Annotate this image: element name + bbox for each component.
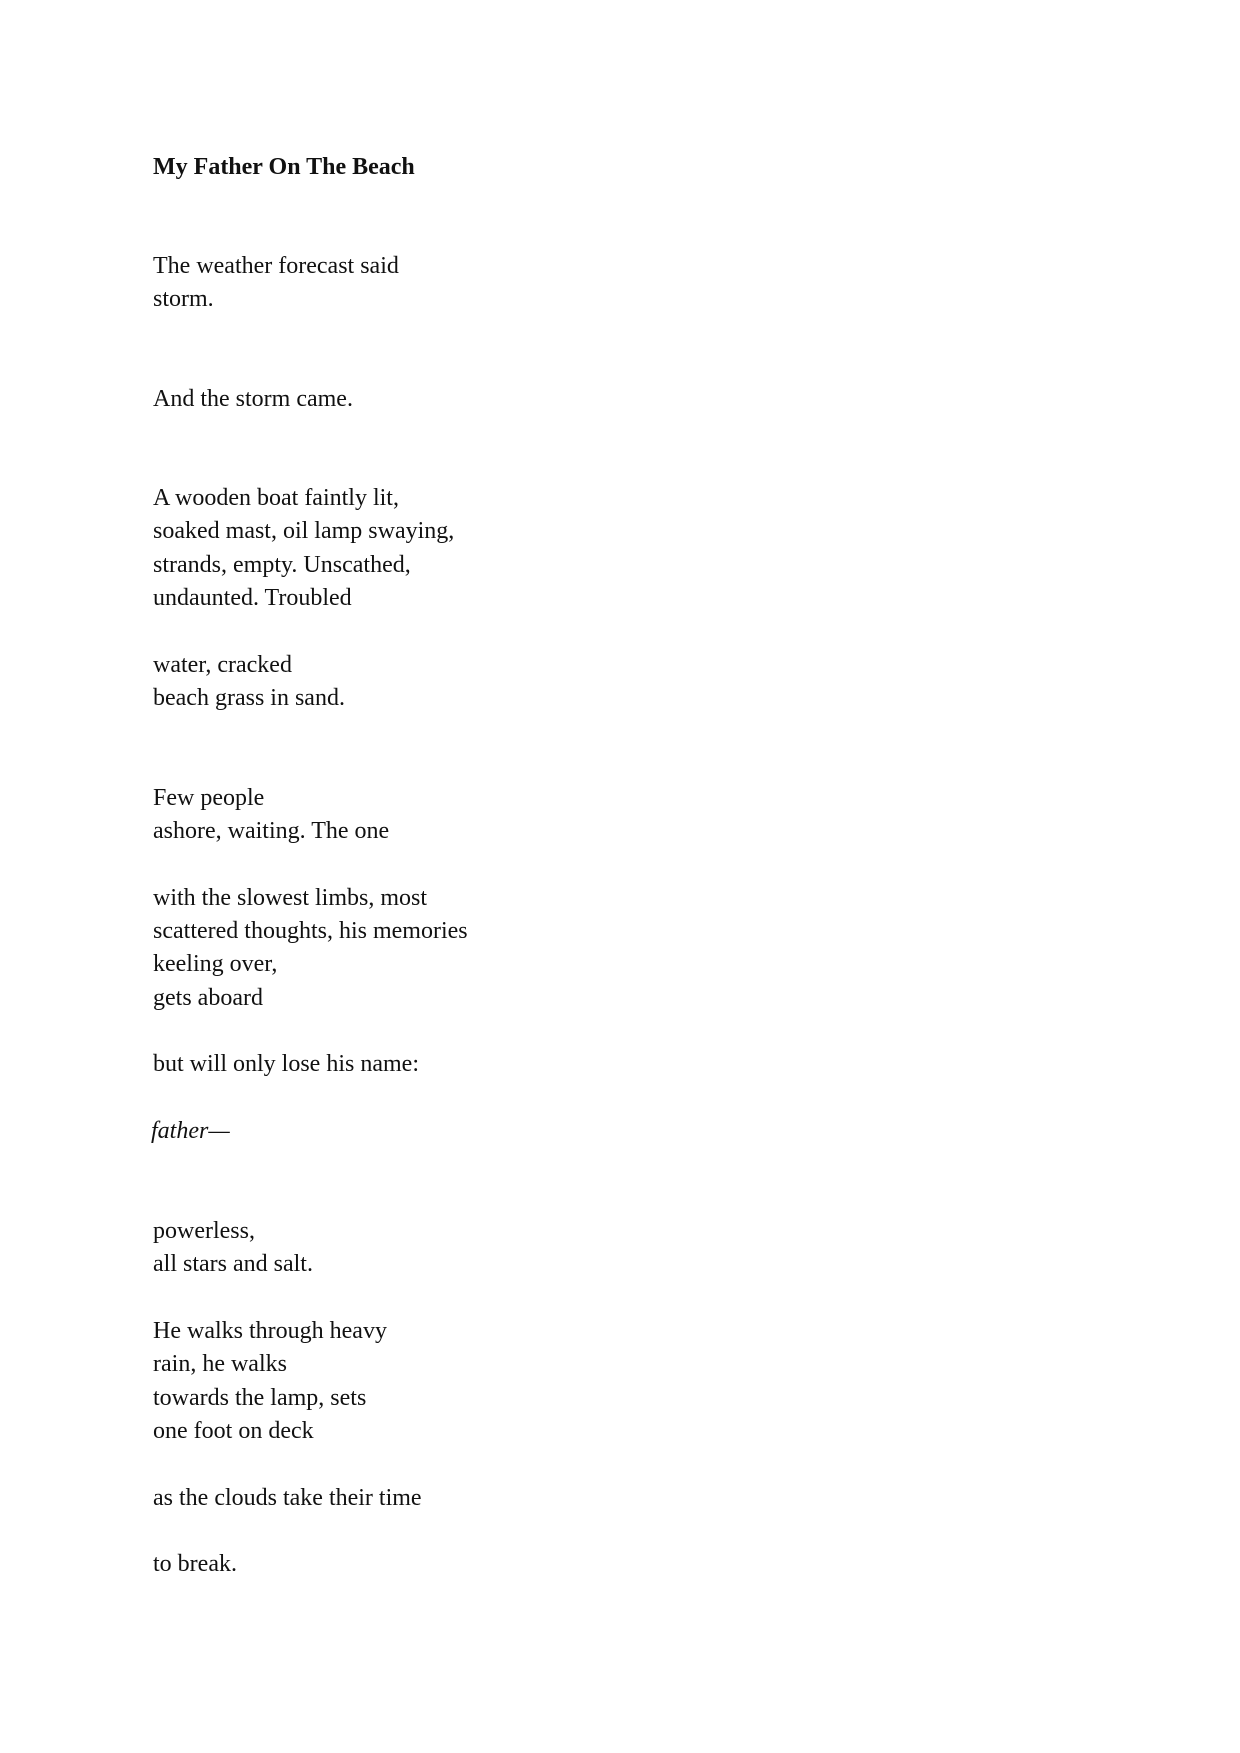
poem-line: one foot on deck — [153, 1418, 314, 1444]
poem-line: strands, empty. Unscathed, — [153, 552, 411, 578]
poem-line: And the storm came. — [153, 386, 353, 412]
poem-line: A wooden boat faintly lit, — [153, 485, 399, 511]
poem-line: Few people — [153, 785, 265, 811]
poem-line: rain, he walks — [153, 1351, 287, 1377]
poem-line-italic: father— — [151, 1118, 230, 1144]
poem-line: The weather forecast said — [153, 253, 399, 279]
poem-line: all stars and salt. — [153, 1251, 313, 1277]
poem-line: scattered thoughts, his memories — [153, 918, 468, 944]
poem-line: ashore, waiting. The one — [153, 818, 390, 844]
poem-line: as the clouds take their time — [153, 1485, 422, 1511]
poem-line: undaunted. Troubled — [153, 585, 352, 611]
poem-line: powerless, — [153, 1218, 255, 1244]
poem-line: towards the lamp, sets — [153, 1385, 367, 1411]
poem-line: but will only lose his name: — [153, 1051, 419, 1077]
poem-line: keeling over, — [153, 951, 278, 977]
poem-title: My Father On The Beach — [153, 154, 415, 180]
poem-line: storm. — [153, 286, 214, 312]
poem-line: He walks through heavy — [153, 1318, 387, 1344]
poem-line: with the slowest limbs, most — [153, 885, 428, 911]
poem-line: beach grass in sand. — [153, 685, 345, 711]
poem-line: soaked mast, oil lamp swaying, — [153, 518, 455, 544]
poem-line: gets aboard — [153, 985, 263, 1011]
poem-line: water, cracked — [153, 652, 292, 678]
poem-line: to break. — [153, 1551, 237, 1577]
